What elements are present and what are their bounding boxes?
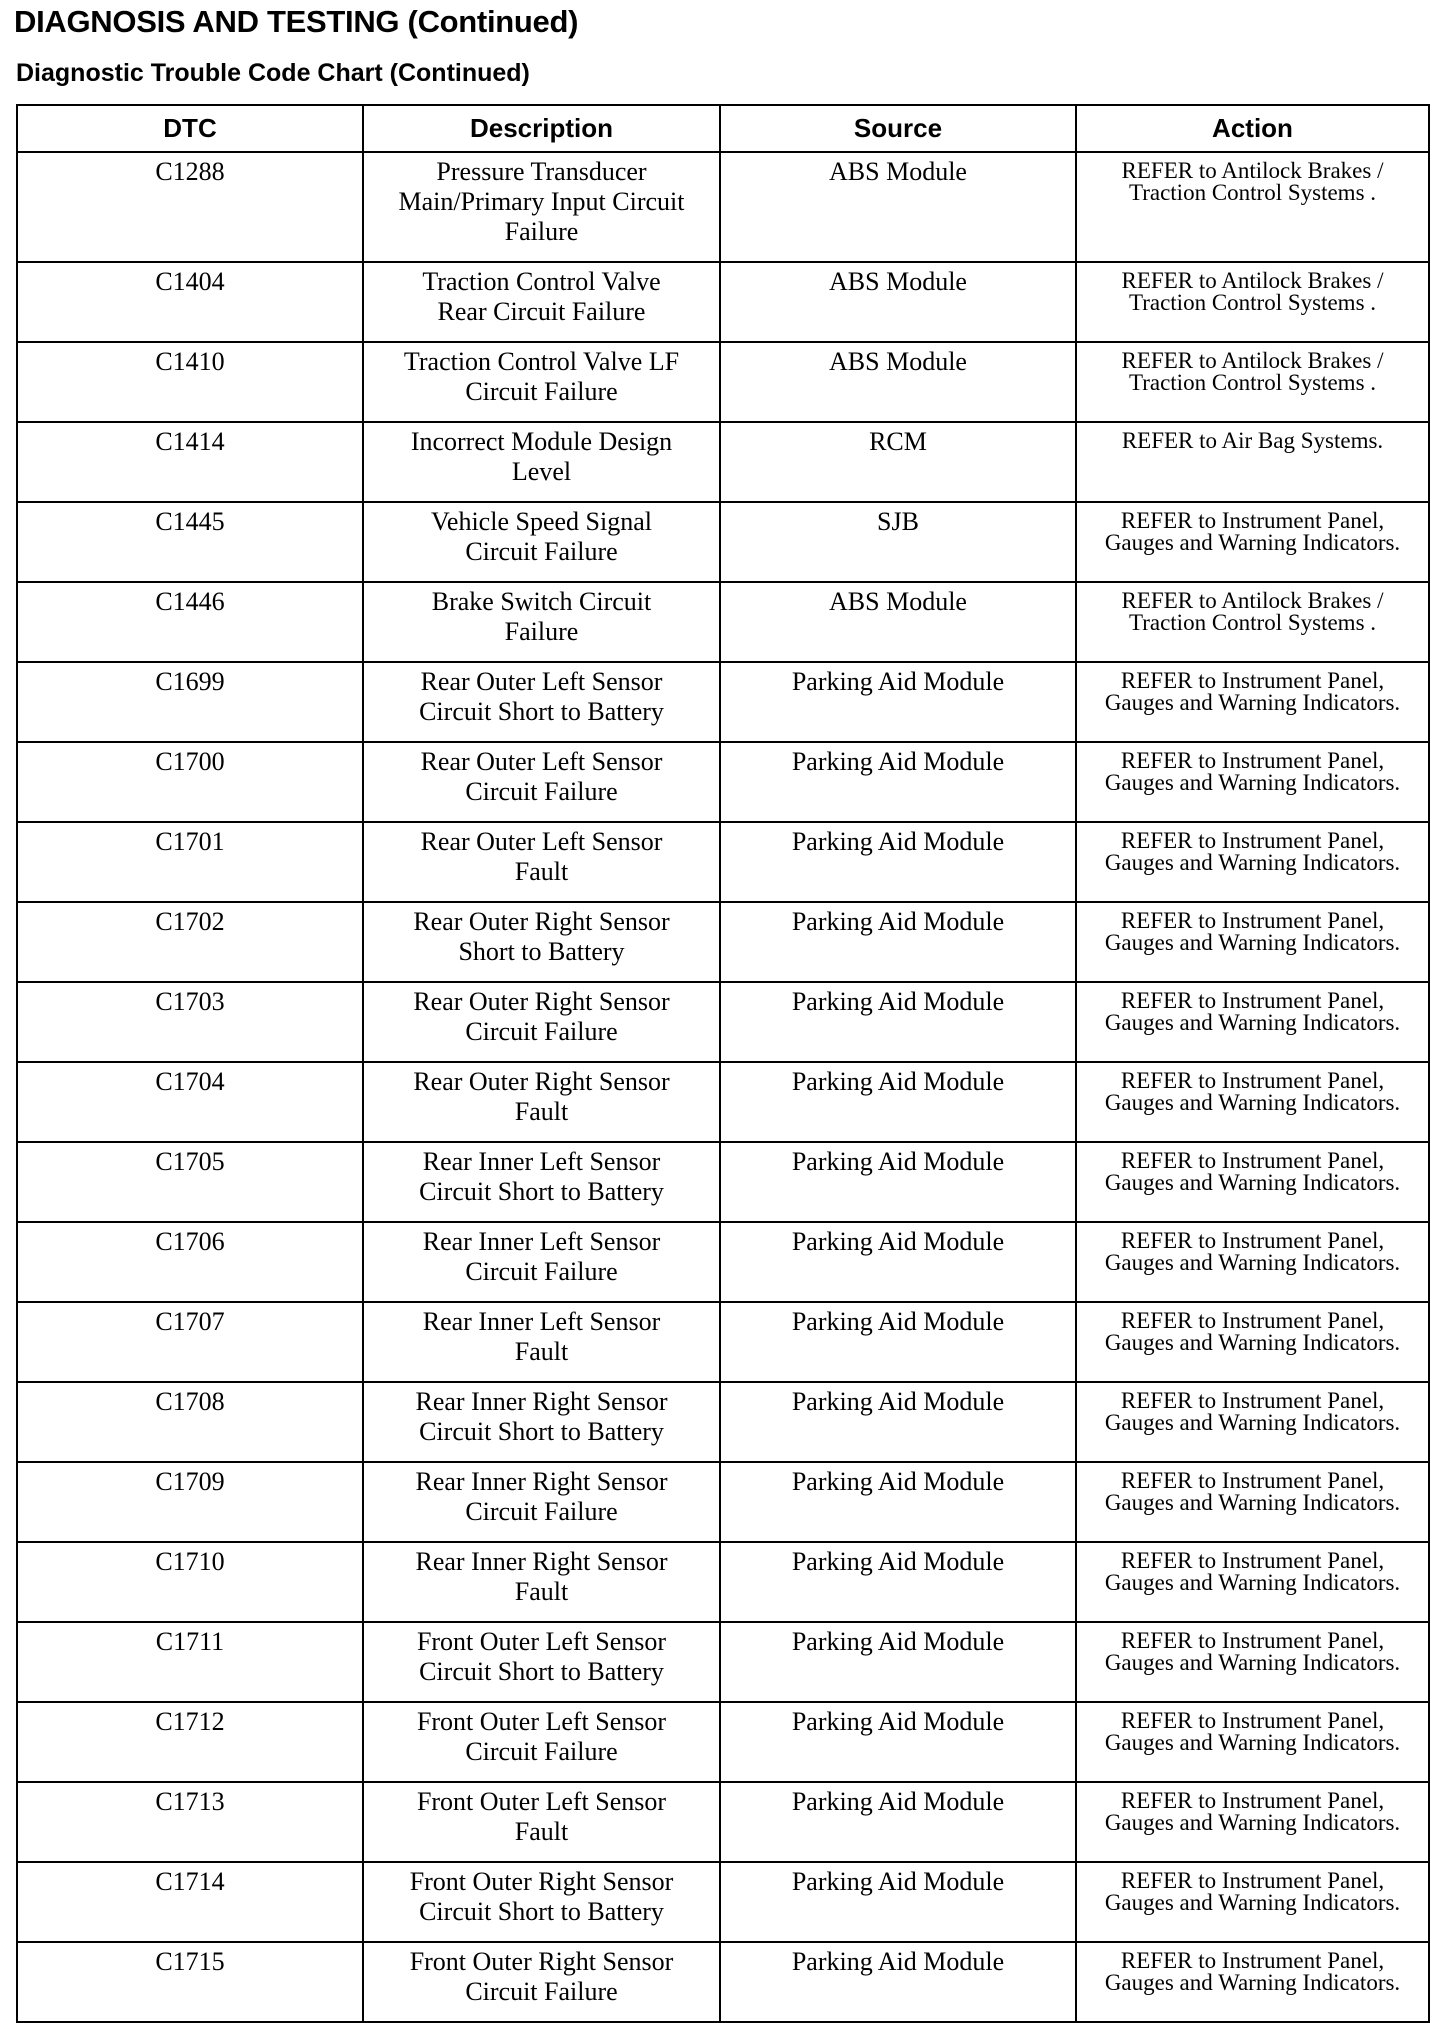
dtc-code: C1710 bbox=[17, 1542, 363, 1622]
section-subtitle: Diagnostic Trouble Code Chart (Continued) bbox=[16, 59, 530, 87]
dtc-source: RCM bbox=[720, 422, 1076, 502]
dtc-source: Parking Aid Module bbox=[720, 1062, 1076, 1142]
action-line: REFER to Instrument Panel, bbox=[1120, 1308, 1385, 1333]
dtc-action bbox=[1076, 1222, 1429, 1302]
dtc-source: Parking Aid Module bbox=[720, 742, 1076, 822]
table-row bbox=[17, 1302, 1429, 1382]
dtc-description bbox=[363, 262, 720, 342]
dtc-description bbox=[363, 1382, 720, 1462]
description-line: Rear Inner Left Sensor bbox=[422, 1227, 661, 1256]
table-row bbox=[17, 662, 1429, 742]
table-row bbox=[17, 502, 1429, 582]
dtc-description bbox=[363, 1542, 720, 1622]
dtc-code: C1702 bbox=[17, 902, 363, 982]
description-line: Rear Outer Right Sensor bbox=[413, 1067, 670, 1096]
dtc-source: Parking Aid Module bbox=[720, 1622, 1076, 1702]
dtc-action bbox=[1076, 982, 1429, 1062]
action-line: Gauges and Warning Indicators. bbox=[1104, 1090, 1401, 1115]
dtc-action bbox=[1076, 582, 1429, 662]
action-line: REFER to Instrument Panel, bbox=[1120, 1788, 1385, 1813]
dtc-code: C1288 bbox=[17, 152, 363, 262]
table-row bbox=[17, 582, 1429, 662]
description-line: Circuit Short to Battery bbox=[419, 1657, 664, 1686]
dtc-source: ABS Module bbox=[720, 262, 1076, 342]
description-line: Circuit Failure bbox=[465, 1977, 618, 2006]
dtc-description bbox=[363, 902, 720, 982]
action-line: Traction Control Systems . bbox=[1128, 610, 1377, 635]
dtc-code: C1715 bbox=[17, 1942, 363, 2022]
table-row bbox=[17, 152, 1429, 262]
dtc-code: C1699 bbox=[17, 662, 363, 742]
dtc-action bbox=[1076, 1622, 1429, 1702]
dtc-action bbox=[1076, 902, 1429, 982]
description-line: Traction Control Valve LF bbox=[403, 347, 680, 376]
description-line: Failure bbox=[504, 617, 579, 646]
description-line: Circuit Failure bbox=[465, 777, 618, 806]
description-line: Incorrect Module Design bbox=[410, 427, 673, 456]
description-line: Vehicle Speed Signal bbox=[431, 507, 652, 536]
action-line: Gauges and Warning Indicators. bbox=[1104, 1970, 1401, 1995]
table-row bbox=[17, 1622, 1429, 1702]
description-line: Rear Inner Right Sensor bbox=[415, 1547, 668, 1576]
description-line: Front Outer Left Sensor bbox=[416, 1627, 667, 1656]
dtc-source: Parking Aid Module bbox=[720, 1542, 1076, 1622]
description-line: Front Outer Right Sensor bbox=[409, 1867, 674, 1896]
dtc-code: C1701 bbox=[17, 822, 363, 902]
action-line: REFER to Instrument Panel, bbox=[1120, 1868, 1385, 1893]
dtc-code: C1404 bbox=[17, 262, 363, 342]
dtc-code: C1709 bbox=[17, 1462, 363, 1542]
dtc-action bbox=[1076, 1782, 1429, 1862]
table-row bbox=[17, 1062, 1429, 1142]
action-line: Gauges and Warning Indicators. bbox=[1104, 1570, 1401, 1595]
table-row bbox=[17, 1542, 1429, 1622]
dtc-source: Parking Aid Module bbox=[720, 822, 1076, 902]
dtc-code: C1700 bbox=[17, 742, 363, 822]
dtc-action bbox=[1076, 1702, 1429, 1782]
description-line: Rear Outer Right Sensor bbox=[413, 907, 670, 936]
action-line: REFER to Air Bag Systems. bbox=[1121, 428, 1384, 453]
description-line: Main/Primary Input Circuit bbox=[398, 187, 685, 216]
table-row bbox=[17, 1222, 1429, 1302]
dtc-description bbox=[363, 422, 720, 502]
description-line: Rear Outer Left Sensor bbox=[420, 747, 663, 776]
description-line: Rear Inner Left Sensor bbox=[422, 1307, 661, 1336]
table-row bbox=[17, 822, 1429, 902]
description-line: Circuit Failure bbox=[465, 1257, 618, 1286]
dtc-source: Parking Aid Module bbox=[720, 902, 1076, 982]
action-line: Gauges and Warning Indicators. bbox=[1104, 930, 1401, 955]
action-line: Gauges and Warning Indicators. bbox=[1104, 690, 1401, 715]
dtc-action bbox=[1076, 662, 1429, 742]
dtc-code: C1704 bbox=[17, 1062, 363, 1142]
column-header-action: Action bbox=[1076, 105, 1429, 152]
action-line: REFER to Antilock Brakes / bbox=[1121, 588, 1384, 613]
action-line: REFER to Instrument Panel, bbox=[1120, 908, 1385, 933]
description-line: Rear Outer Left Sensor bbox=[420, 827, 663, 856]
dtc-action bbox=[1076, 1302, 1429, 1382]
action-line: REFER to Instrument Panel, bbox=[1120, 1148, 1385, 1173]
description-line: Fault bbox=[514, 1097, 569, 1126]
dtc-source: Parking Aid Module bbox=[720, 662, 1076, 742]
dtc-description bbox=[363, 1942, 720, 2022]
table-row bbox=[17, 342, 1429, 422]
description-line: Circuit Failure bbox=[465, 1497, 618, 1526]
table-row bbox=[17, 422, 1429, 502]
dtc-action bbox=[1076, 1062, 1429, 1142]
dtc-code: C1446 bbox=[17, 582, 363, 662]
dtc-description bbox=[363, 1782, 720, 1862]
table-row bbox=[17, 1382, 1429, 1462]
dtc-source: Parking Aid Module bbox=[720, 1462, 1076, 1542]
dtc-description bbox=[363, 152, 720, 262]
description-line: Fault bbox=[514, 1817, 569, 1846]
dtc-code: C1414 bbox=[17, 422, 363, 502]
dtc-action bbox=[1076, 422, 1429, 502]
description-line: Rear Circuit Failure bbox=[437, 297, 646, 326]
table-row bbox=[17, 982, 1429, 1062]
dtc-source: ABS Module bbox=[720, 342, 1076, 422]
table-row bbox=[17, 262, 1429, 342]
description-line: Rear Outer Right Sensor bbox=[413, 987, 670, 1016]
action-line: REFER to Instrument Panel, bbox=[1120, 1228, 1385, 1253]
dtc-source: Parking Aid Module bbox=[720, 1222, 1076, 1302]
action-line: Traction Control Systems . bbox=[1128, 370, 1377, 395]
action-line: Gauges and Warning Indicators. bbox=[1104, 1410, 1401, 1435]
action-line: Traction Control Systems . bbox=[1128, 180, 1377, 205]
dtc-description bbox=[363, 1302, 720, 1382]
description-line: Circuit Short to Battery bbox=[419, 697, 664, 726]
action-line: REFER to Instrument Panel, bbox=[1120, 1388, 1385, 1413]
dtc-source: ABS Module bbox=[720, 582, 1076, 662]
dtc-code: C1445 bbox=[17, 502, 363, 582]
description-line: Brake Switch Circuit bbox=[431, 587, 652, 616]
dtc-description bbox=[363, 822, 720, 902]
dtc-source: Parking Aid Module bbox=[720, 1142, 1076, 1222]
dtc-source: Parking Aid Module bbox=[720, 1862, 1076, 1942]
dtc-code: C1706 bbox=[17, 1222, 363, 1302]
dtc-description bbox=[363, 982, 720, 1062]
action-line: Gauges and Warning Indicators. bbox=[1104, 1250, 1401, 1275]
dtc-description bbox=[363, 1862, 720, 1942]
description-line: Front Outer Left Sensor bbox=[416, 1787, 667, 1816]
table-row bbox=[17, 1702, 1429, 1782]
table-row bbox=[17, 1942, 1429, 2022]
action-line: Gauges and Warning Indicators. bbox=[1104, 1490, 1401, 1515]
description-line: Circuit Failure bbox=[465, 537, 618, 566]
dtc-action bbox=[1076, 1142, 1429, 1222]
description-line: Circuit Failure bbox=[465, 377, 618, 406]
description-line: Level bbox=[511, 457, 572, 486]
description-line: Fault bbox=[514, 1577, 569, 1606]
action-line: Gauges and Warning Indicators. bbox=[1104, 1650, 1401, 1675]
dtc-description bbox=[363, 1622, 720, 1702]
dtc-action bbox=[1076, 152, 1429, 262]
description-line: Circuit Short to Battery bbox=[419, 1417, 664, 1446]
action-line: Gauges and Warning Indicators. bbox=[1104, 1890, 1401, 1915]
description-line: Front Outer Left Sensor bbox=[416, 1707, 667, 1736]
action-line: REFER to Instrument Panel, bbox=[1120, 1068, 1385, 1093]
dtc-description bbox=[363, 582, 720, 662]
description-line: Traction Control Valve bbox=[422, 267, 661, 296]
dtc-code: C1711 bbox=[17, 1622, 363, 1702]
dtc-description bbox=[363, 1062, 720, 1142]
action-line: Gauges and Warning Indicators. bbox=[1104, 1810, 1401, 1835]
dtc-action bbox=[1076, 342, 1429, 422]
column-header-description: Description bbox=[363, 105, 720, 152]
action-line: REFER to Antilock Brakes / bbox=[1121, 268, 1384, 293]
action-line: Gauges and Warning Indicators. bbox=[1104, 850, 1401, 875]
dtc-description bbox=[363, 662, 720, 742]
table-row bbox=[17, 1862, 1429, 1942]
dtc-description bbox=[363, 1222, 720, 1302]
dtc-code: C1708 bbox=[17, 1382, 363, 1462]
dtc-action bbox=[1076, 502, 1429, 582]
action-line: REFER to Instrument Panel, bbox=[1120, 508, 1385, 533]
dtc-code: C1410 bbox=[17, 342, 363, 422]
dtc-description bbox=[363, 342, 720, 422]
description-line: Circuit Short to Battery bbox=[419, 1177, 664, 1206]
table-row bbox=[17, 1462, 1429, 1542]
dtc-code: C1713 bbox=[17, 1782, 363, 1862]
dtc-description bbox=[363, 1702, 720, 1782]
column-header-dtc: DTC bbox=[17, 105, 363, 152]
dtc-action bbox=[1076, 1382, 1429, 1462]
dtc-code: C1714 bbox=[17, 1862, 363, 1942]
dtc-chart-table bbox=[16, 104, 1430, 2023]
action-line: Gauges and Warning Indicators. bbox=[1104, 770, 1401, 795]
description-line: Circuit Failure bbox=[465, 1737, 618, 1766]
dtc-source: ABS Module bbox=[720, 152, 1076, 262]
table-row bbox=[17, 902, 1429, 982]
page-title: DIAGNOSIS AND TESTING (Continued) bbox=[14, 4, 579, 39]
description-line: Failure bbox=[504, 217, 579, 246]
description-line: Front Outer Right Sensor bbox=[409, 1947, 674, 1976]
dtc-code: C1705 bbox=[17, 1142, 363, 1222]
action-line: REFER to Instrument Panel, bbox=[1120, 1948, 1385, 1973]
action-line: REFER to Antilock Brakes / bbox=[1121, 348, 1384, 373]
dtc-action bbox=[1076, 1942, 1429, 2022]
dtc-source: Parking Aid Module bbox=[720, 1302, 1076, 1382]
description-line: Short to Battery bbox=[458, 937, 625, 966]
dtc-source: Parking Aid Module bbox=[720, 1702, 1076, 1782]
dtc-action bbox=[1076, 1462, 1429, 1542]
dtc-source: SJB bbox=[720, 502, 1076, 582]
dtc-action bbox=[1076, 742, 1429, 822]
action-line: REFER to Instrument Panel, bbox=[1120, 1468, 1385, 1493]
action-line: REFER to Instrument Panel, bbox=[1120, 668, 1385, 693]
action-line: REFER to Instrument Panel, bbox=[1120, 828, 1385, 853]
description-line: Pressure Transducer bbox=[436, 157, 647, 186]
dtc-code: C1703 bbox=[17, 982, 363, 1062]
description-line: Rear Inner Right Sensor bbox=[415, 1467, 668, 1496]
description-line: Rear Inner Right Sensor bbox=[415, 1387, 668, 1416]
description-line: Rear Inner Left Sensor bbox=[422, 1147, 661, 1176]
dtc-action bbox=[1076, 822, 1429, 902]
column-header-source: Source bbox=[720, 105, 1076, 152]
dtc-source: Parking Aid Module bbox=[720, 1942, 1076, 2022]
dtc-action bbox=[1076, 1862, 1429, 1942]
description-line: Circuit Failure bbox=[465, 1017, 618, 1046]
action-line: Gauges and Warning Indicators. bbox=[1104, 1170, 1401, 1195]
description-line: Rear Outer Left Sensor bbox=[420, 667, 663, 696]
dtc-action bbox=[1076, 1542, 1429, 1622]
dtc-source: Parking Aid Module bbox=[720, 982, 1076, 1062]
table-header-row bbox=[17, 105, 1429, 152]
action-line: REFER to Instrument Panel, bbox=[1120, 988, 1385, 1013]
dtc-description bbox=[363, 1142, 720, 1222]
action-line: REFER to Instrument Panel, bbox=[1120, 1548, 1385, 1573]
dtc-code: C1707 bbox=[17, 1302, 363, 1382]
dtc-action bbox=[1076, 262, 1429, 342]
description-line: Circuit Short to Battery bbox=[419, 1897, 664, 1926]
action-line: REFER to Instrument Panel, bbox=[1120, 748, 1385, 773]
description-line: Fault bbox=[514, 857, 569, 886]
table-row bbox=[17, 742, 1429, 822]
action-line: Traction Control Systems . bbox=[1128, 290, 1377, 315]
action-line: Gauges and Warning Indicators. bbox=[1104, 1730, 1401, 1755]
description-line: Fault bbox=[514, 1337, 569, 1366]
action-line: REFER to Antilock Brakes / bbox=[1121, 158, 1384, 183]
table-row bbox=[17, 1142, 1429, 1222]
dtc-description bbox=[363, 502, 720, 582]
action-line: Gauges and Warning Indicators. bbox=[1104, 1010, 1401, 1035]
action-line: REFER to Instrument Panel, bbox=[1120, 1628, 1385, 1653]
action-line: Gauges and Warning Indicators. bbox=[1104, 1330, 1401, 1355]
dtc-source: Parking Aid Module bbox=[720, 1782, 1076, 1862]
dtc-source: Parking Aid Module bbox=[720, 1382, 1076, 1462]
action-line: REFER to Instrument Panel, bbox=[1120, 1708, 1385, 1733]
table-row bbox=[17, 1782, 1429, 1862]
dtc-description bbox=[363, 742, 720, 822]
dtc-description bbox=[363, 1462, 720, 1542]
dtc-code: C1712 bbox=[17, 1702, 363, 1782]
action-line: Gauges and Warning Indicators. bbox=[1104, 530, 1401, 555]
table-body bbox=[17, 152, 1429, 2022]
